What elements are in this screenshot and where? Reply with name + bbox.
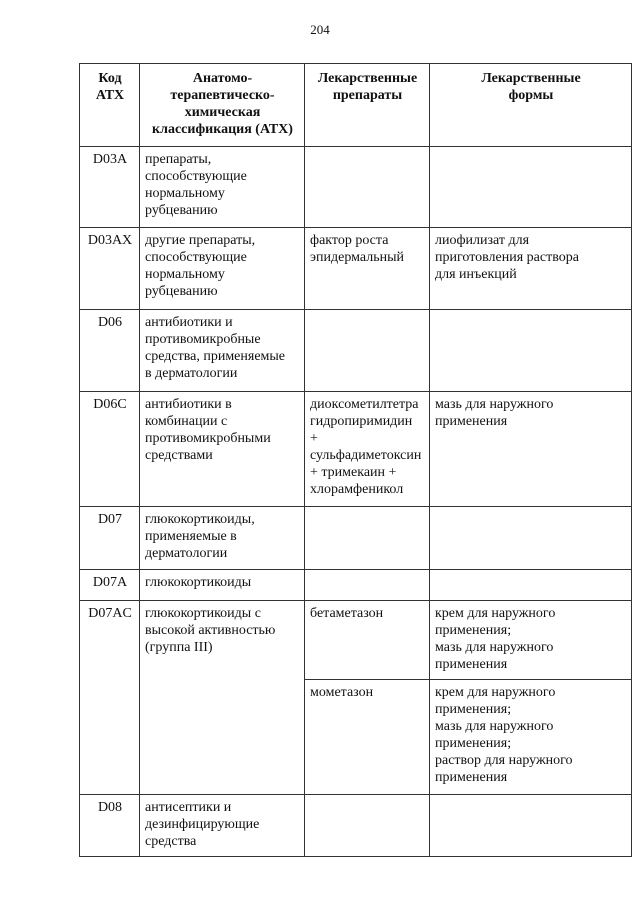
table-row bbox=[80, 310, 632, 392]
classification-line: рубцеванию bbox=[145, 203, 218, 218]
table-row bbox=[80, 507, 632, 570]
form-line: применения; bbox=[435, 702, 512, 717]
classification-cell bbox=[140, 601, 305, 795]
classification-line: комбинации с bbox=[145, 414, 228, 429]
classification-line: рубцеванию bbox=[145, 284, 218, 299]
classification-cell bbox=[140, 570, 305, 601]
table-row bbox=[80, 147, 632, 228]
classification-line: препараты, bbox=[145, 152, 212, 167]
classification-cell bbox=[140, 147, 305, 228]
drug-line: бетаметазон bbox=[310, 606, 384, 621]
drug-cell bbox=[305, 507, 430, 570]
form-line: применения; bbox=[435, 623, 512, 638]
drug-line: мометазон bbox=[310, 685, 374, 700]
form-cell bbox=[430, 147, 632, 228]
atc-code-cell: D08 bbox=[80, 795, 140, 857]
classification-cell bbox=[140, 310, 305, 392]
classification-line: глюкокортикоиды bbox=[145, 575, 252, 590]
classification-line: способствующие bbox=[145, 250, 247, 265]
table-row bbox=[80, 570, 632, 601]
classification-line: антибиотики в bbox=[145, 397, 232, 412]
form-cell bbox=[430, 795, 632, 857]
classification-line: антибиотики и bbox=[145, 315, 233, 330]
classification-cell bbox=[140, 392, 305, 507]
classification-line: нормальному bbox=[145, 186, 225, 201]
classification-line: дерматологии bbox=[145, 546, 228, 561]
form-line: применения bbox=[435, 414, 508, 429]
drug-cell bbox=[305, 680, 430, 795]
atc-code-cell: D06C bbox=[80, 392, 140, 507]
classification-line: дезинфицирующие bbox=[145, 817, 260, 832]
drug-line: сульфадиметоксин bbox=[310, 448, 422, 463]
form-line: мазь для наружного bbox=[435, 640, 554, 655]
drug-line: + тримекаин + bbox=[310, 465, 397, 480]
form-line: применения bbox=[435, 770, 508, 785]
header-classification-line: классификация (АТХ) bbox=[152, 122, 293, 137]
header-drugs-line: Лекарственные bbox=[317, 71, 418, 86]
drug-cell bbox=[305, 601, 430, 680]
header-classification-line: химическая bbox=[184, 105, 261, 120]
header-code-line: АТХ bbox=[95, 88, 125, 103]
classification-line: в дерматологии bbox=[145, 366, 238, 381]
form-line: крем для наружного bbox=[435, 606, 556, 621]
classification-line: высокой активностью bbox=[145, 623, 276, 638]
form-cell bbox=[430, 601, 632, 680]
classification-cell bbox=[140, 507, 305, 570]
header-classification-line: Анатомо- bbox=[192, 71, 253, 86]
classification-line: антисептики и bbox=[145, 800, 232, 815]
classification-cell bbox=[140, 228, 305, 310]
header-forms-line: Лекарственные bbox=[481, 71, 581, 86]
classification-line: средствами bbox=[145, 448, 213, 463]
drug-cell bbox=[305, 795, 430, 857]
classification-line: применяемые в bbox=[145, 529, 237, 544]
drug-line: эпидермальный bbox=[310, 250, 404, 265]
drug-cell bbox=[305, 392, 430, 507]
form-line: раствор для наружного bbox=[435, 753, 573, 768]
classification-line: способствующие bbox=[145, 169, 247, 184]
table-row bbox=[80, 392, 632, 507]
drug-cell bbox=[305, 310, 430, 392]
drug-cell bbox=[305, 147, 430, 228]
drug-line: гидропиримидин bbox=[310, 414, 413, 429]
header-forms bbox=[430, 64, 632, 147]
drug-line: хлорамфеникол bbox=[310, 482, 404, 497]
form-cell bbox=[430, 680, 632, 795]
atc-code-cell: D06 bbox=[80, 310, 140, 392]
form-line: применения; bbox=[435, 736, 512, 751]
drug-line: + bbox=[310, 431, 318, 446]
atc-code-cell: D07 bbox=[80, 507, 140, 570]
table-row bbox=[80, 795, 632, 857]
atc-code-cell: D03A bbox=[80, 147, 140, 228]
classification-line: нормальному bbox=[145, 267, 225, 282]
atc-code-cell: D07AC bbox=[80, 601, 140, 795]
drug-line: фактор роста bbox=[310, 233, 389, 248]
classification-line: противомикробные bbox=[145, 332, 261, 347]
classification-line: средства, применяемые bbox=[145, 349, 286, 364]
header-code-line: Код bbox=[98, 71, 122, 86]
table-row bbox=[80, 228, 632, 310]
header-drugs-line: препараты bbox=[332, 88, 403, 103]
atc-code-cell: D07A bbox=[80, 570, 140, 601]
form-line: мазь для наружного bbox=[435, 397, 554, 412]
form-cell bbox=[430, 392, 632, 507]
header-classification-line: терапевтическо- bbox=[170, 88, 275, 103]
classification-line: средства bbox=[145, 834, 197, 849]
drug-line: диоксометилтетра bbox=[310, 397, 419, 412]
drug-cell bbox=[305, 228, 430, 310]
drug-cell bbox=[305, 570, 430, 601]
classification-line: другие препараты, bbox=[145, 233, 256, 248]
form-cell bbox=[430, 507, 632, 570]
form-line: приготовления раствора bbox=[435, 250, 579, 265]
header-forms-line: формы bbox=[508, 88, 554, 103]
form-line: для инъекций bbox=[435, 267, 517, 282]
header-code bbox=[80, 64, 140, 147]
classification-line: (группа III) bbox=[145, 640, 213, 655]
form-line: мазь для наружного bbox=[435, 719, 554, 734]
classification-line: глюкокортикоиды с bbox=[145, 606, 261, 621]
classification-line: глюкокортикоиды, bbox=[145, 512, 255, 527]
classification-line: противомикробными bbox=[145, 431, 271, 446]
form-line: лиофилизат для bbox=[435, 233, 530, 248]
form-line: применения bbox=[435, 657, 508, 672]
table-row bbox=[80, 601, 632, 680]
atc-table bbox=[79, 63, 632, 857]
classification-cell bbox=[140, 795, 305, 857]
table-header-row bbox=[80, 64, 632, 147]
form-cell bbox=[430, 310, 632, 392]
atc-code-cell: D03AX bbox=[80, 228, 140, 310]
header-classification bbox=[140, 64, 305, 147]
header-drugs bbox=[305, 64, 430, 147]
page-number: 204 bbox=[310, 22, 330, 37]
form-cell bbox=[430, 228, 632, 310]
form-cell bbox=[430, 570, 632, 601]
form-line: крем для наружного bbox=[435, 685, 556, 700]
